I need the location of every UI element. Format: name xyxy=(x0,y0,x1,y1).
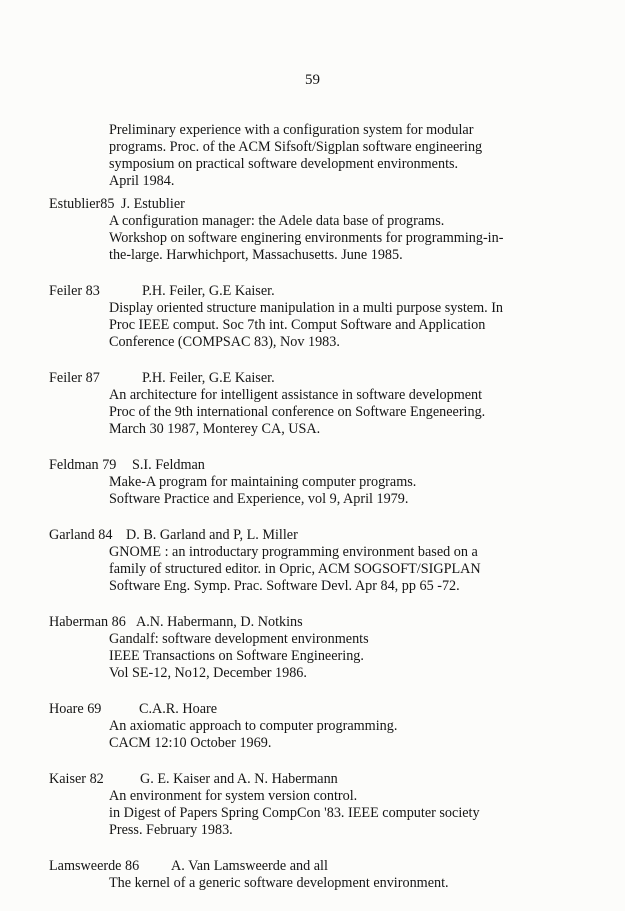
reference-entry xyxy=(49,701,549,752)
reference-entry xyxy=(49,196,549,264)
prelim-line: April 1984. xyxy=(109,173,175,189)
reference-key: Lamsweerde 86 xyxy=(49,858,140,874)
reference-line: Press. February 1983. xyxy=(109,822,233,838)
reference-entry xyxy=(49,370,549,438)
reference-line: Proc IEEE comput. Soc 7th int. Comput Software and Application xyxy=(109,317,486,333)
reference-body xyxy=(109,788,539,839)
reference-line: The kernel of a generic software development environment. xyxy=(109,875,449,891)
reference-authors: P.H. Feiler, G.E Kaiser. xyxy=(142,283,275,299)
reference-line: Proc of the 9th international conference on Software Engeneering. xyxy=(109,404,486,420)
reference-line: in Digest of Papers Spring CompCon '83. IEEE computer society xyxy=(109,805,480,821)
reference-line: Conference (COMPSAC 83), Nov 1983. xyxy=(109,334,340,350)
reference-head xyxy=(49,457,549,474)
reference-line: An environment for system version control. xyxy=(109,788,358,804)
reference-head xyxy=(49,858,549,875)
reference-authors: A. Van Lamsweerde and all xyxy=(171,858,328,874)
reference-head xyxy=(49,370,549,387)
reference-line: Workshop on software enginering environments for programming-in- xyxy=(109,230,504,246)
reference-head xyxy=(49,283,549,300)
reference-head xyxy=(49,701,549,718)
preliminary-continuation xyxy=(109,122,529,190)
reference-entry xyxy=(49,457,549,508)
reference-key: Hoare 69 xyxy=(49,701,102,717)
reference-authors: D. B. Garland and P, L. Miller xyxy=(126,527,298,543)
reference-entry xyxy=(49,614,549,682)
reference-body xyxy=(109,474,539,508)
reference-body xyxy=(109,875,539,892)
reference-entry xyxy=(49,858,549,892)
reference-body xyxy=(109,631,539,682)
reference-line: Make-A program for maintaining computer programs. xyxy=(109,474,417,490)
reference-line: Software Eng. Symp. Prac. Software Devl. Apr 84, pp 65 -72. xyxy=(109,578,460,594)
reference-head xyxy=(49,771,549,788)
reference-head xyxy=(49,614,549,631)
reference-body xyxy=(109,544,539,595)
prelim-line: Preliminary experience with a configuration system for modular xyxy=(109,122,474,138)
reference-authors: A.N. Habermann, D. Notkins xyxy=(136,614,303,630)
reference-key: Feiler 83 xyxy=(49,283,100,299)
reference-authors: J. Estublier xyxy=(121,196,185,212)
reference-key: Haberman 86 xyxy=(49,614,126,630)
reference-key: Garland 84 xyxy=(49,527,113,543)
reference-line: Gandalf: software development environments xyxy=(109,631,369,647)
reference-line: Display oriented structure manipulation in a multi purpose system. In xyxy=(109,300,504,316)
reference-authors: G. E. Kaiser and A. N. Habermann xyxy=(140,771,338,787)
reference-body xyxy=(109,213,539,264)
page-number: 59 xyxy=(305,72,320,88)
reference-line: An architecture for intelligent assistance in software development xyxy=(109,387,483,403)
reference-key: Feiler 87 xyxy=(49,370,100,386)
reference-entry xyxy=(49,771,549,839)
reference-head xyxy=(49,527,549,544)
reference-list xyxy=(49,196,549,911)
prelim-line: programs. Proc. of the ACM Sifsoft/Sigplan software engineering xyxy=(109,139,483,155)
reference-line: GNOME : an introductary programming environment based on a xyxy=(109,544,478,560)
reference-line: the-large. Harwhichport, Massachusetts. June 1985. xyxy=(109,247,403,263)
reference-line: March 30 1987, Monterey CA, USA. xyxy=(109,421,321,437)
reference-line: Software Practice and Experience, vol 9, April 1979. xyxy=(109,491,409,507)
reference-line: IEEE Transactions on Software Engineering. xyxy=(109,648,364,664)
reference-body xyxy=(109,718,539,752)
reference-head xyxy=(49,196,549,213)
reference-line: A configuration manager: the Adele data base of programs. xyxy=(109,213,445,229)
reference-line: An axiomatic approach to computer programming. xyxy=(109,718,398,734)
reference-body xyxy=(109,300,539,351)
reference-entry xyxy=(49,527,549,595)
reference-entry xyxy=(49,283,549,351)
reference-line: family of structured editor. in Opric, ACM SOGSOFT/SIGPLAN xyxy=(109,561,481,577)
reference-authors: S.I. Feldman xyxy=(132,457,205,473)
reference-body xyxy=(109,387,539,438)
reference-line: Vol SE-12, No12, December 1986. xyxy=(109,665,307,681)
reference-key: Estublier85 xyxy=(49,196,115,212)
reference-key: Feldman 79 xyxy=(49,457,117,473)
reference-line: CACM 12:10 October 1969. xyxy=(109,735,272,751)
reference-authors: C.A.R. Hoare xyxy=(139,701,218,717)
reference-authors: P.H. Feiler, G.E Kaiser. xyxy=(142,370,275,386)
prelim-line: symposium on practical software development environments. xyxy=(109,156,459,172)
reference-key: Kaiser 82 xyxy=(49,771,104,787)
